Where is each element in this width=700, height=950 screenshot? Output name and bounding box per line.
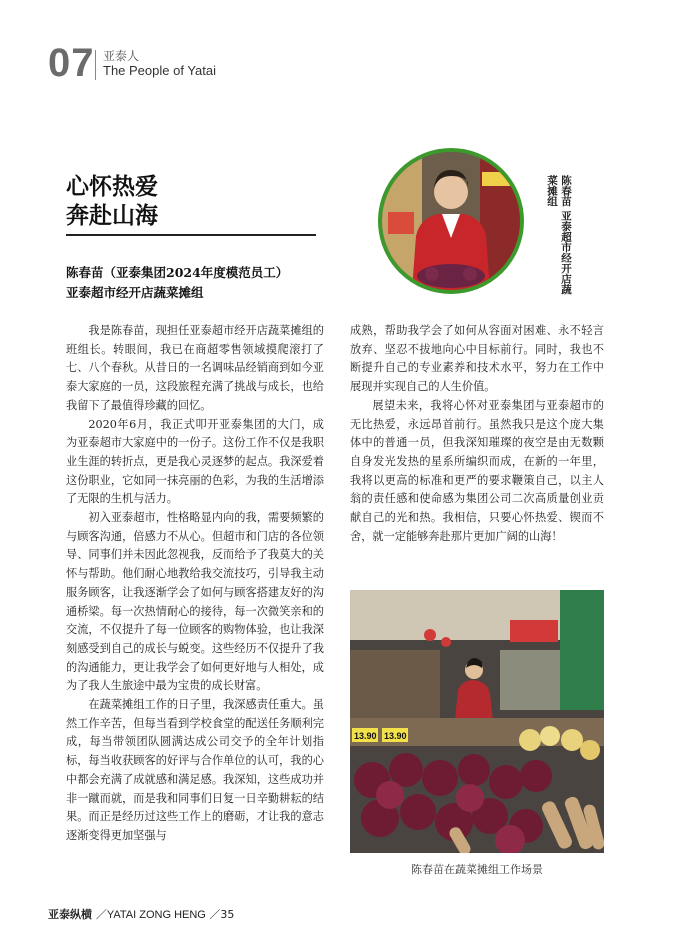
issue-number: 07 — [48, 41, 95, 85]
portrait-photo — [378, 148, 524, 294]
page-footer — [48, 906, 234, 922]
byline-line1: 陈春苗（亚泰集团2024年度模范员工） — [66, 265, 289, 280]
work-scene-photo — [350, 590, 604, 853]
body-paragraph: 2020年6月，我正式叩开亚泰集团的大门，成为亚泰超市大家庭中的一份子。这份工作不仅是我职业生涯的转折点，更是我心灵逐梦的起点。我深爱着这份职业，它如同一抹亮丽的色彩，为我的生活增添了无限的生机与活力。 — [66, 417, 324, 506]
section-title-en: The People of Yatai — [103, 63, 216, 78]
price-tag: 13.90 — [354, 731, 377, 741]
title-underline — [66, 234, 316, 236]
body-paragraph: 在蔬菜摊组工作的日子里，我深感责任重大。虽然工作辛苦，但每当看到学校食堂的配送任务顺利完成，每当带领团队圆满达成公司交予的全年计划指标，每当收获顾客的好评与合作单位的认可，我的心中都会充满了成就感和满足感。我深知，这些成功并非一蹴而就，而是我和同事们日复一日辛勤耕耘的结果。而正是经历过这些工作上的磨砺，才让我的意志逐渐变得更加坚强与 — [66, 698, 324, 842]
portrait-illustration — [382, 152, 520, 290]
body-paragraph: 我是陈春苗，现担任亚泰超市经开店蔬菜摊组的班组长。转眼间，我已在商超零售领域摸爬滚打了七、八个春秋。从昔日的一名调味品经销商到如今亚泰大家庭的一员，这段旅程充满了挑战与成长，也给我留下了最值得珍藏的回忆。 — [66, 324, 324, 412]
footer-slash: ／ — [205, 908, 221, 921]
article-byline — [66, 263, 288, 303]
photo-caption: 陈春苗在蔬菜摊组工作场景 — [411, 863, 543, 876]
body-paragraph: 成熟，帮助我学会了如何从容面对困难、永不轻言放弃、坚忍不拔地向心中目标前行。同时，我也不断提升自己的专业素养和技术水平，努力在工作中展现并实现自己的人生价值。 — [350, 324, 604, 394]
article-title-line2: 奔赴山海 — [66, 203, 158, 229]
portrait-caption: 陈春苗 亚泰超市经开店蔬菜摊组 — [546, 175, 572, 295]
footer-slash: ／ — [95, 908, 107, 921]
price-tag: 13.90 — [384, 731, 407, 741]
magazine-name-cn: 亚泰纵横 — [48, 908, 92, 921]
article-column-right — [350, 322, 604, 546]
page-number: 35 — [220, 908, 235, 921]
body-paragraph: 初入亚泰超市，性格略显内向的我，需要频繁的与顾客沟通，倍感力不从心。但超市和门店的各位领导、同事们并未因此忽视我，反而给予了我莫大的关怀与帮助。他们耐心地教给我交流技巧，引导我主动服务顾客，让我逐渐学会了如何与顾客搭建友好的沟通桥梁。每一次热情耐心的接待，每一次微笑亲和的交流，不仅提升了每一位顾客的购物体验，也让我深刻感受到自己的成长与蜕变。这些经历不仅提升了我的沟通能力，更让我学会了如何更好地与人相处，成为了我人生旅途中最为宝贵的成长财富。 — [66, 511, 324, 693]
article-column-left — [66, 322, 324, 846]
work-scene-illustration — [350, 590, 604, 853]
magazine-name-en: YATAI ZONG HENG — [106, 909, 206, 921]
article-title — [66, 173, 158, 231]
section-title-cn: 亚泰人 — [103, 49, 140, 63]
header-divider — [95, 50, 96, 80]
body-paragraph: 展望未来，我将心怀对亚泰集团与亚泰超市的无比热爱，永远昂首前行。虽然我只是这个庞大集体中的普通一员，但我深知璀璨的夜空是由无数颗自身发光发热的星系所编织而成，在新的一年里，我将以更高的标准和更严的要求鞭策自己，以主人翁的责任感和使命感为集团公司二次高质量创业贡献自己的光和热。我相信，只要心怀热爱、锲而不舍，就一定能够奔赴那片更加广阔的山海！ — [350, 398, 604, 543]
article-title-line1: 心怀热爱 — [66, 174, 158, 200]
byline-line2: 亚泰超市经开店蔬菜摊组 — [66, 285, 204, 300]
